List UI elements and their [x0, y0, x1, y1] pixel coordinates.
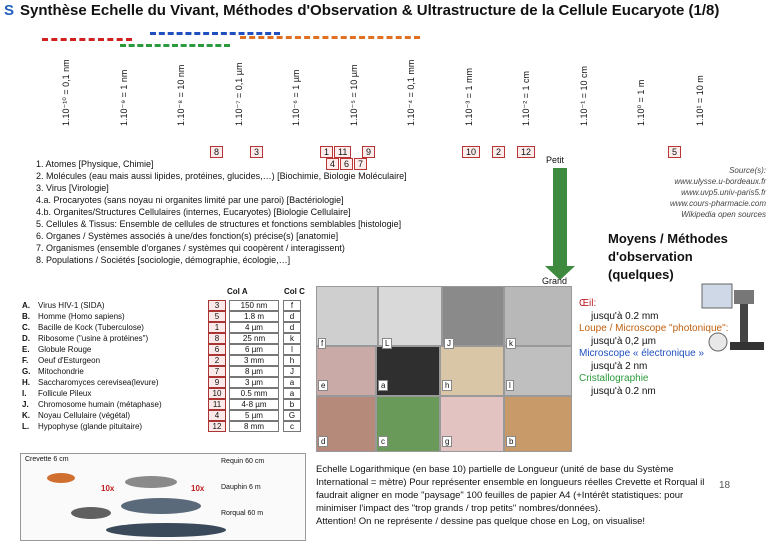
- col-c-header: Col C: [284, 287, 305, 296]
- diagram-label: Rorqual 60 m: [221, 510, 264, 517]
- level-item: 8. Populations / Sociétés [sociologie, démographie, écologie,…]: [36, 255, 291, 265]
- animals-illustration: [31, 468, 301, 538]
- level-item: 3. Virus [Virologie]: [36, 183, 109, 193]
- photo-label: J: [444, 338, 454, 349]
- method-eye-label: Œil:: [579, 298, 597, 309]
- photo-cells: [378, 286, 442, 346]
- level-number: 8: [210, 146, 223, 158]
- scale-tick: 1.10⁻¹⁰ = 0,1 nm: [61, 59, 71, 126]
- scale-tick: 1.10⁻⁹ = 1 nm: [119, 69, 129, 126]
- level-number: 7: [354, 158, 367, 170]
- table-row: B. Homme (Homo sapiens) 5 1.8 m d: [22, 311, 310, 322]
- source-link[interactable]: www.cours-pharmacie.com: [669, 199, 766, 208]
- table-row: I. Follicule Pileux 10 0.5 mm a: [22, 388, 310, 399]
- matching-table: [22, 300, 310, 432]
- photo-label: L: [382, 338, 392, 349]
- method-electron-label: Microscope « électronique »: [579, 348, 705, 359]
- table-row: H. Saccharomyces cerevisea(levure) 9 3 µm a: [22, 377, 310, 388]
- level-item: 1. Atomes [Physique, Chimie]: [36, 159, 154, 169]
- level-number: 2: [492, 146, 505, 158]
- diagram-label: 10x: [101, 484, 115, 493]
- scale-diagram: [20, 453, 306, 541]
- scale-tick: 1.10⁻⁷ = 0,1 µm: [234, 62, 244, 126]
- photo-label: k: [506, 338, 516, 349]
- level-number: 6: [340, 158, 353, 170]
- method-crystal-label: Cristallographie: [579, 373, 649, 384]
- level-item: 2. Molécules (eau mais aussi lipides, protéines, glucides,…) [Biochimie, Biologie Moléculaire]: [36, 171, 407, 181]
- photo-chromosome: [442, 286, 504, 346]
- level-item: 7. Organismes (ensemble d'organes / systèmes qui coopèrent / interagissent): [36, 243, 345, 253]
- level-number: 12: [517, 146, 535, 158]
- levels-list: [36, 158, 456, 266]
- sources-title: Source(s):: [729, 166, 766, 175]
- scale-tick: 1.10⁻⁴ = 0,1 mm: [406, 59, 416, 126]
- table-row: A. Virus HIV-1 (SIDA) 3 150 nm f: [22, 300, 310, 311]
- scale-tick: 1.10⁻⁶ = 1 µm: [291, 69, 301, 126]
- photo-virus: [316, 286, 378, 346]
- title-letter: S: [4, 2, 15, 19]
- diagram-label: Crevette 6 cm: [25, 456, 69, 463]
- level-number: 9: [362, 146, 375, 158]
- label-large: Grand: [542, 276, 568, 286]
- level-number: 5: [668, 146, 681, 158]
- photo-label: c: [378, 436, 388, 447]
- scale-tick: 1.10⁻⁵ = 10 µm: [349, 64, 359, 126]
- page-title: [4, 2, 719, 19]
- level-item: 5. Cellules & Tissus: Ensemble de cellules de structures et fonctions semblables [histologie]: [36, 219, 402, 229]
- table-row: J. Chromosome humain (métaphase) 11 4-8 µm b: [22, 399, 310, 410]
- level-number: 10: [462, 146, 480, 158]
- table-row: F. Oeuf d'Esturgeon 2 3 mm h: [22, 355, 310, 366]
- page-number: 18: [719, 480, 731, 491]
- method-loupe-label: Loupe / Microscope "photonique":: [579, 323, 729, 334]
- sources: [670, 165, 766, 220]
- level-number: 1: [320, 146, 333, 158]
- level-number: 4: [326, 158, 339, 170]
- level-number: 3: [250, 146, 263, 158]
- col-a-header: Col A: [227, 287, 248, 296]
- scale-tick: 1.10⁰ = 1 m: [636, 79, 646, 126]
- diagram-label: Requin 60 cm: [221, 458, 265, 465]
- methods-title: Moyens / Méthodes d'observation (quelques): [608, 231, 728, 282]
- scale-tick: 1.10¹ = 10 m: [695, 75, 705, 126]
- photo-label: g: [442, 436, 452, 447]
- size-arrow: [553, 168, 567, 268]
- log-scale: [18, 26, 758, 126]
- photo-label: a: [378, 380, 388, 391]
- photo-label: d: [318, 436, 328, 447]
- footnote: Echelle Logarithmique (en base 10) partielle de Longueur (unité de base du Système International = mètre) Pour représenter ensemble en longueurs réelles Crevette et Rorqual il faudrait aligner en mode "paysage" 100 feuilles de papier A4 (+Intérêt statistiques: pour minimiser l'impact des "trop grands / trop petits" nombres/données). Attention! On ne représente / dessine pas quelque chose en Log, on visualise!: [316, 464, 705, 527]
- table-row: C. Bacille de Kock (Tuberculose) 1 4 µm d: [22, 322, 310, 333]
- scale-tick: 1.10⁻⁸ = 10 nm: [176, 64, 186, 126]
- source-link[interactable]: www.uvp5.univ-paris5.fr: [681, 188, 766, 197]
- level-number: 11: [334, 146, 351, 158]
- table-row: E. Globule Rouge 6 6 µm l: [22, 344, 310, 355]
- scale-tick: 1.10⁻¹ = 10 cm: [579, 65, 589, 126]
- method-crystal-value: jusqu'à 0.2 nm: [591, 385, 656, 397]
- scale-tick: 1.10⁻³ = 1 mm: [464, 67, 474, 126]
- level-item: 6. Organes / Systèmes associés à une/des fonction(s) précise(s) [anatomie]: [36, 231, 339, 241]
- diagram-label: 10x: [191, 484, 205, 493]
- photo-mitochondria: [504, 286, 572, 346]
- photo-label: h: [442, 380, 452, 391]
- label-small: Petit: [546, 155, 565, 165]
- photo-bacilli: [504, 346, 572, 396]
- level-item: 4.a. Procaryotes (sans noyau ni organites limité par une paroi) [Bactériologie]: [36, 195, 344, 205]
- methods-list: [579, 298, 728, 398]
- method-eye-value: jusqu'à 0.2 mm: [591, 310, 659, 322]
- method-loupe-value: jusqu'à 0,2 µm: [591, 335, 656, 347]
- source-link[interactable]: www.ulysse.u-bordeaux.fr: [674, 177, 766, 186]
- level-item: 4.b. Organites/Structures Cellulaires (internes, Eucaryotes) [Biologie Cellulaire]: [36, 207, 351, 217]
- table-row: L. Hypophyse (glande pituitaire) 12 8 mm c: [22, 421, 310, 432]
- table-row: D. Ribosome ("usine à protéines") 8 25 nm k: [22, 333, 310, 344]
- photo-label: b: [506, 436, 516, 447]
- title-text: Synthèse Echelle du Vivant, Méthodes d'Observation & Ultrastructure de la Cellule Eucaryote (1/8): [20, 2, 720, 19]
- method-electron-value: jusqu'à 2 nm: [591, 360, 648, 372]
- photo-label: f: [318, 338, 326, 349]
- source-link[interactable]: Wikipedia open sources: [681, 210, 766, 219]
- table-row: G. Mitochondrie 7 8 µm J: [22, 366, 310, 377]
- diagram-label: Dauphin 6 m: [221, 484, 261, 491]
- photo-grid: [316, 286, 572, 456]
- photo-label: l: [506, 380, 514, 391]
- photo-label: e: [318, 380, 328, 391]
- scale-tick: 1.10⁻² = 1 cm: [521, 70, 531, 126]
- table-row: K. Noyau Cellulaire (végétal) 4 5 µm G: [22, 410, 310, 421]
